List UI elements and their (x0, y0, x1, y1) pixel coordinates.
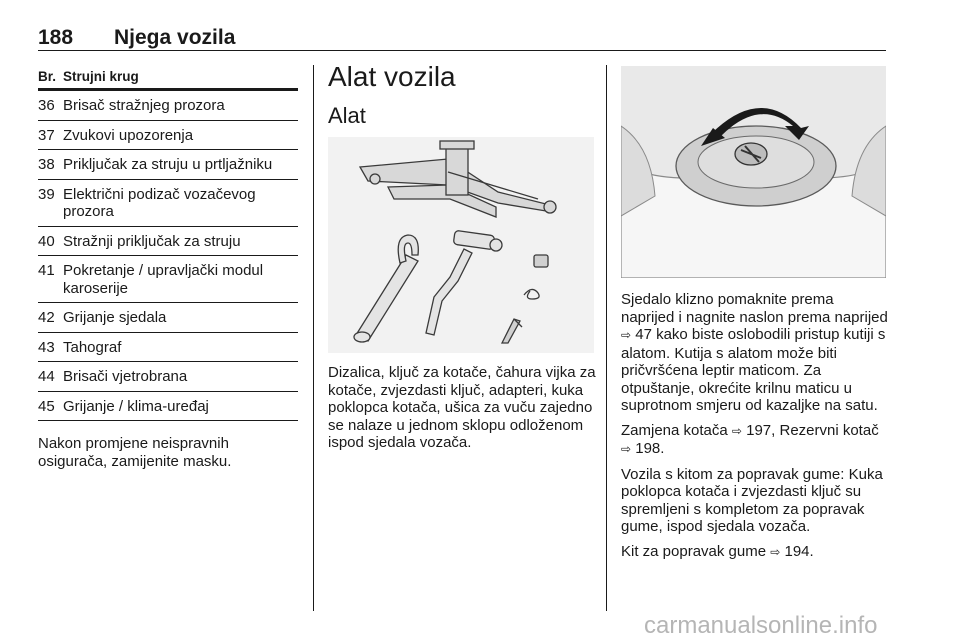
paragraph-seat: Sjedalo klizno pomaknite prema naprijed i nagnite naslon prema naprijed ⇨ 47 kako biste oslobodili pristup kutiji s alatom. Kutija s alatom može biti pričvršćena leptir maticom. Za otpuštanje, okrećite krilnu maticu u suprotnom smjeru od kazaljke na satu. (621, 291, 888, 414)
page-ref-arrow-icon: ⇨ (621, 328, 632, 342)
jack-saddle (440, 141, 474, 149)
row-circuit: Električni podizač vozačevog prozora (63, 185, 256, 220)
socket-sleeve (453, 230, 495, 249)
adapter (534, 255, 548, 267)
table-row (38, 227, 298, 257)
toolbox-illustration (621, 66, 886, 278)
column-divider-2 (606, 65, 607, 611)
row-number: 38 (38, 156, 55, 173)
table-row (38, 333, 298, 363)
row-circuit: Grijanje / klima-uređaj (63, 397, 209, 415)
row-number: 44 (38, 368, 55, 385)
row-circuit: Brisač stražnjeg prozora (63, 97, 225, 114)
table-row (38, 150, 298, 180)
toolbox-instructions (621, 291, 889, 568)
tools-caption: Dizalica, ključ za kotače, čahura vijka za kotače, zvjezdasti ključ, adapteri, kuka poklopca kotača, ušica za vuču zajedno se nalaze u jednom sklopu odloženom ispod sjedala vozača. (328, 364, 596, 451)
section-title: Alat vozila (328, 61, 456, 92)
row-number: 40 (38, 232, 55, 250)
fuse-note: Nakon promjene neispravnih osigurača, zamijenite masku. (38, 435, 232, 470)
wheel-wrench (356, 255, 418, 341)
row-circuit: Tahograf (63, 338, 122, 356)
row-number: 41 (38, 262, 55, 279)
jack-screw-end (544, 201, 556, 213)
table-header (38, 66, 298, 88)
column-divider-1 (313, 65, 314, 611)
table-row (38, 303, 298, 333)
tow-eye-bar (426, 249, 472, 335)
paragraph-wheel-change: Zamjena kotača ⇨ 197, Rezervni kotač ⇨ 198. (621, 421, 879, 457)
row-circuit: Brisači vjetrobrana (63, 368, 188, 385)
paragraph-repair-kit: Vozila s kitom za popravak gume: Kuka poklopca kotača i zvjezdasti ključ su spremljeni s kompletom za popravak gume, ispod sjedala vozača. (621, 465, 883, 535)
table-body (38, 91, 298, 421)
paragraph-kit-ref: Kit za popravak gume ⇨ 194. (621, 542, 814, 560)
row-circuit: Zvukovi upozorenja (63, 126, 194, 144)
table-row (38, 362, 298, 392)
row-circuit: Grijanje sjedala (63, 309, 167, 326)
row-number: 37 (38, 126, 55, 144)
hub-cap-hook (524, 289, 539, 299)
row-circuit: Priključak za struju u prtljažniku (63, 156, 273, 173)
header-rule (38, 50, 886, 51)
watermark: carmanualsonline.info (644, 612, 878, 639)
table-row (38, 180, 298, 227)
row-number: 39 (38, 185, 55, 203)
col-number-header: Br. (38, 69, 57, 84)
table-row (38, 256, 298, 303)
page-ref-arrow-icon: ⇨ (770, 544, 781, 559)
table-row (38, 91, 298, 121)
tools-illustration (328, 137, 594, 353)
row-circuit: Pokretanje / upravljački modul karoserije (63, 262, 264, 297)
row-number: 36 (38, 97, 55, 114)
row-circuit: Stražnji priključak za struju (63, 232, 241, 250)
row-number: 43 (38, 338, 55, 356)
row-number: 42 (38, 309, 55, 326)
page-number: 188 (38, 26, 74, 49)
page-ref-arrow-icon: ⇨ (621, 442, 632, 456)
jack-lift-block (446, 145, 468, 195)
table-row (38, 121, 298, 151)
chapter-title: Njega vozila (114, 26, 236, 49)
row-number: 45 (38, 397, 55, 415)
fuse-table (38, 66, 298, 470)
col-circuit-header: Strujni krug (63, 69, 139, 84)
page-ref-arrow-icon: ⇨ (731, 423, 742, 438)
section-subtitle: Alat (328, 103, 366, 128)
table-row (38, 392, 298, 422)
tools-section (328, 60, 594, 130)
